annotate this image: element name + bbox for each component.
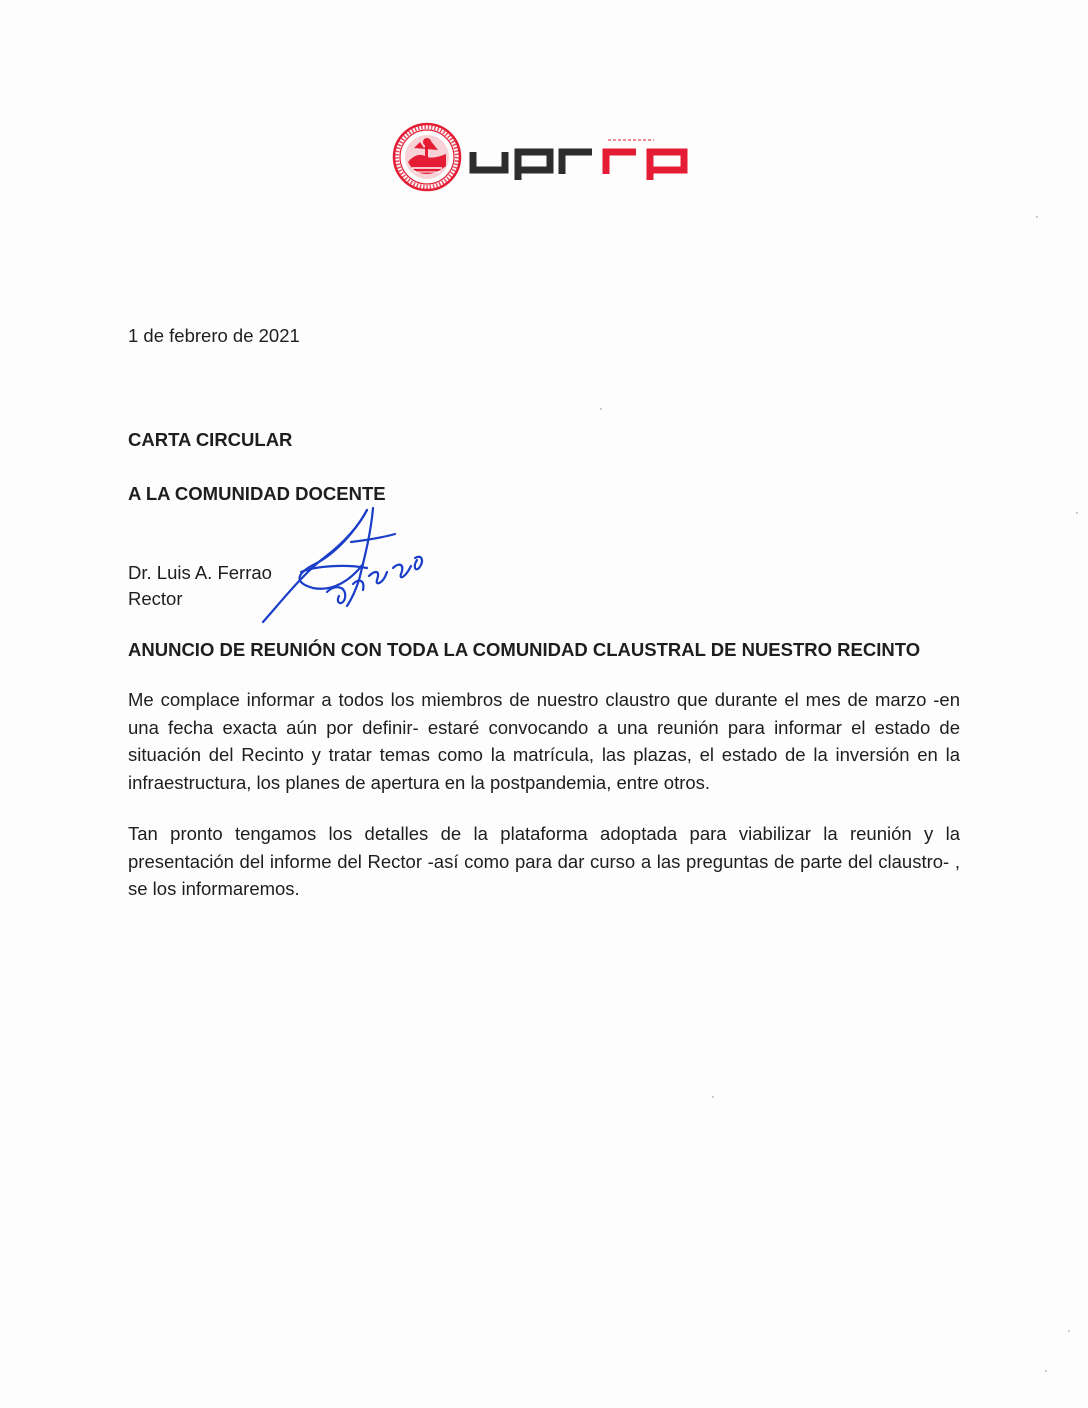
uprrp-logo [392, 122, 702, 196]
recipient-line: A LA COMUNIDAD DOCENTE [128, 483, 386, 504]
body-paragraph-2: Tan pronto tengamos los detalles de la plataforma adoptada para viabilizar la reunión y la presentación del informe del Rector -así como para dar curso a las preguntas de parte del claustro- , se los informaremos. [128, 823, 960, 899]
logo-letter-p [518, 152, 550, 180]
scan-speck [1045, 1370, 1047, 1372]
scan-speck [600, 408, 602, 410]
logo-letter-u [473, 152, 505, 170]
university-seal-icon [394, 124, 460, 190]
subject-line: ANUNCIO DE REUNIÓN CON TODA LA COMUNIDAD CLAUSTRAL DE NUESTRO RECINTO [128, 639, 921, 660]
logo-letter-r [562, 152, 592, 174]
scan-speck [1036, 216, 1038, 218]
scan-speck [712, 1096, 714, 1098]
circular-title: CARTA CIRCULAR [128, 429, 293, 450]
scan-speck [1068, 1330, 1070, 1332]
handwritten-signature [255, 502, 435, 632]
sender-title: Rector [128, 588, 183, 609]
logo-letter-r-red [606, 152, 636, 174]
logo-letter-p-red [650, 152, 684, 180]
sender-name: Dr. Luis A. Ferrao [128, 562, 272, 583]
letter-date: 1 de febrero de 2021 [128, 325, 300, 346]
body-paragraph-1: Me complace informar a todos los miembros de nuestro claustro que durante el mes de marzo -en una fecha exacta aún por definir- estaré convocando a una reunión para informar el estado de situación del Recinto y tratar temas como la matrícula, las plazas, el estado de la inversión en la infraestructura, los planes de apertura en la postpandemia, entre otros. [128, 689, 960, 793]
scan-speck [1076, 512, 1078, 514]
